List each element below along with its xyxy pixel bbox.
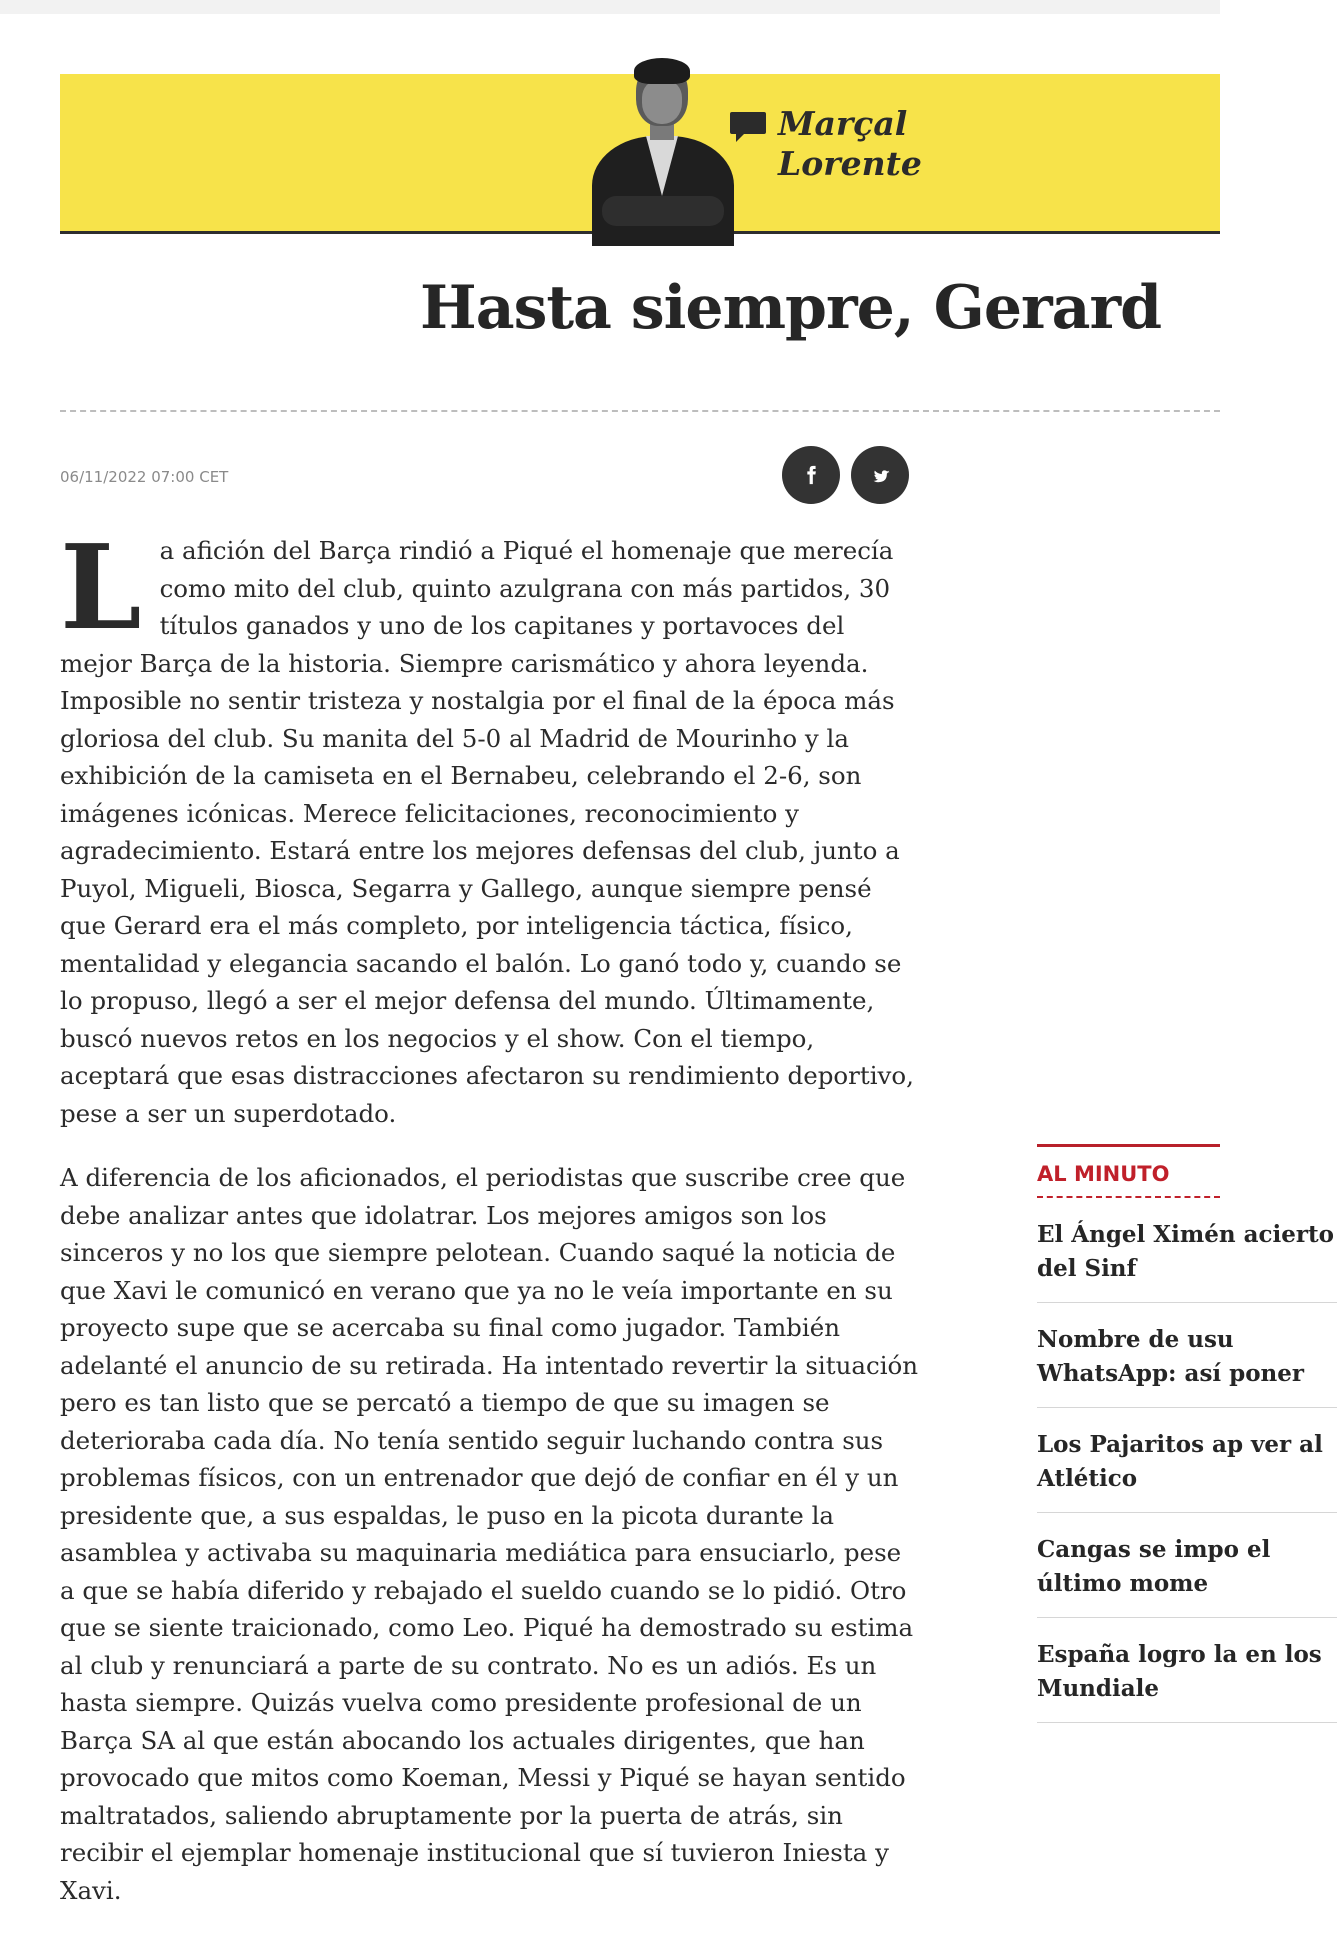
divider: [60, 410, 1220, 412]
news-item[interactable]: El Ángel Ximén acierto del Sinf: [1037, 1198, 1337, 1303]
paragraph-text: a afición del Barça rindió a Piqué el homenaje que merecía como mito del club, quinto azulgrana con más partidos, 30 títulos ganados y uno de los capitanes y portavoces del mejor Barça de la historia. Siempre carismático y ahora leyenda. Imposible no sentir tristeza y nostalgia por el final de la época más gloriosa del club. Su manita del 5-0 al Madrid de Mourinho y la exhibición de la camiseta en el Bernabeu, celebrando el 2-6, son imágenes icónicas. Merece felicitaciones, reconocimiento y agradecimiento. Estará entre los mejores defensas del club, junto a Puyol, Migueli, Biosca, Segarra y Gallego, aunque siempre pensé que Gerard era el más completo, por inteligencia táctica, físico, mentalidad y elegancia sacando el balón. Lo ganó todo y, cuando se lo propuso, llegó a ser el mejor defensa del mundo. Últimamente, buscó nuevos retos en los negocios y el show. Con el tiempo, aceptará que esas distracciones afectaron su rendimiento deportivo, pese a ser un superdotado.: [60, 536, 914, 1128]
author-byline[interactable]: [728, 104, 922, 184]
publish-date: 06/11/2022 07:00 CET: [60, 468, 229, 486]
news-item[interactable]: Nombre de usu WhatsApp: así poner: [1037, 1303, 1337, 1408]
author-name-last: Lorente: [778, 144, 922, 183]
speech-bubble-icon: [728, 110, 768, 146]
article-paragraph: [60, 520, 920, 1132]
author-photo: [588, 56, 738, 234]
drop-cap: L: [60, 520, 142, 656]
news-item[interactable]: Los Pajaritos ap ver al Atlético: [1037, 1408, 1337, 1513]
share-facebook-button[interactable]: [782, 446, 840, 504]
twitter-icon: [868, 463, 892, 487]
top-bar: [0, 0, 1220, 14]
article-body: [60, 520, 920, 1936]
share-twitter-button[interactable]: [851, 446, 909, 504]
sidebar-title[interactable]: AL MINUTO: [1037, 1147, 1220, 1198]
facebook-icon: [800, 464, 822, 486]
article-headline: Hasta siempre, Gerard: [420, 273, 1162, 343]
author-name[interactable]: [778, 104, 922, 184]
news-item[interactable]: España logro la en los Mundiale: [1037, 1618, 1337, 1723]
latest-news-sidebar: [1037, 1144, 1334, 1734]
news-item[interactable]: Cangas se impo el último mome: [1037, 1513, 1337, 1618]
author-name-first: Marçal: [778, 104, 908, 143]
article-paragraph: A diferencia de los aficionados, el periodistas que suscribe cree que debe analizar antes que idolatrar. Los mejores amigos son los sinceros y no los que siempre pelotean. Cuando saqué la noticia de que Xavi le comunicó en verano que ya no le veía importante en su proyecto supe que se acercaba su final como jugador. También adelanté el anuncio de su retirada. Ha intentado revertir la situación pero es tan listo que se percató a tiempo de que su imagen se deterioraba cada día. No tenía sentido seguir luchando contra sus problemas físicos, con un entrenador que dejó de confiar en él y un presidente que, a sus espaldas, le puso en la picota durante la asamblea y activaba su maquinaria mediática para ensuciarlo, pese a que se había diferido y rebajado el sueldo cuando se lo pidió. Otro que se siente traicionado, como Leo. Piqué ha demostrado su estima al club y renunciará a parte de su contrato. No es un adiós. Es un hasta siempre. Quizás vuelva como presidente profesional de un Barça SA al que están abocando los actuales dirigentes, que han provocado que mitos como Koeman, Messi y Piqué se hayan sentido maltratados, saliendo abruptamente por la puerta de atrás, sin recibir el ejemplar homenaje institucional que sí tuvieron Iniesta y Xavi.: [60, 1163, 919, 1905]
